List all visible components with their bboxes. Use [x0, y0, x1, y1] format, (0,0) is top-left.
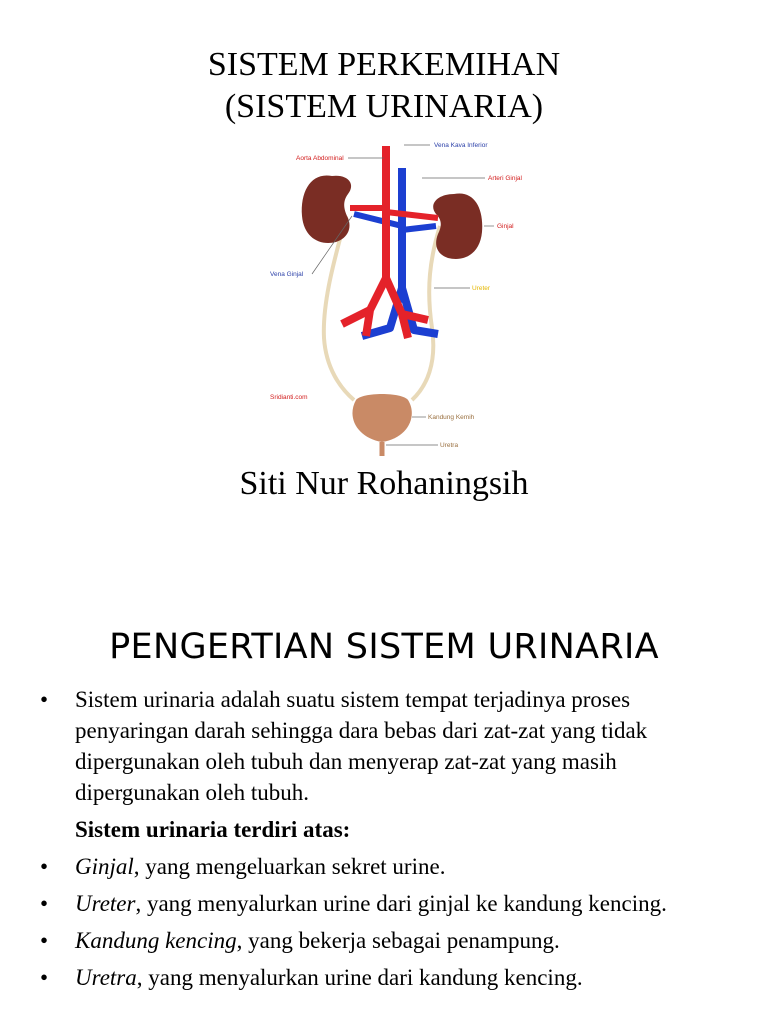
- right-ureter: [412, 226, 440, 400]
- item-description: , yang menyalurkan urine dari ginjal ke kandung kencing.: [135, 891, 667, 916]
- title-line-2: (SISTEM URINARIA): [224, 88, 544, 125]
- list-item: [40, 962, 740, 993]
- list-subheading: Sistem urinaria terdiri atas:: [75, 817, 351, 842]
- author-name: Siti Nur Rohaningsih: [239, 465, 529, 502]
- item-term: Ginjal: [75, 854, 134, 879]
- label-vena-kava: Vena Kava Inferior: [434, 142, 488, 149]
- left-ureter: [324, 216, 354, 400]
- label-ureter: Ureter: [472, 285, 491, 292]
- item-term: Kandung kencing: [75, 928, 237, 953]
- item-term: Ureter: [75, 891, 136, 916]
- bullet-symbol: •: [40, 891, 49, 916]
- intro-text: Sistem urinaria adalah suatu sistem tempat terjadinya proses penyaringan darah sehingga dara bebas dari zat-zat yang tidak dipergunakan oleh tubuh dan menyerap zat-zat yang masih dipergunakan oleh tubuh.: [75, 687, 648, 805]
- label-aorta: Aorta Abdominal: [296, 155, 344, 162]
- item-term: Uretra: [75, 965, 137, 990]
- bullet-symbol: •: [40, 965, 49, 990]
- label-kandung-kemih: Kandung Kemih: [428, 414, 475, 421]
- slide-content: [40, 684, 740, 999]
- bladder: [352, 394, 411, 442]
- slide-title: [0, 44, 768, 128]
- label-arteri-ginjal: Arteri Ginjal: [488, 175, 522, 182]
- label-vena-ginjal: Vena Ginjal: [270, 271, 304, 278]
- list-item: [40, 888, 740, 919]
- bullet-symbol: •: [40, 854, 49, 879]
- label-ginjal: Ginjal: [497, 223, 514, 230]
- bullet-symbol: •: [40, 928, 49, 953]
- item-description: , yang bekerja sebagai penampung.: [236, 928, 560, 953]
- list-item: [40, 925, 740, 956]
- urinary-system-diagram: [262, 138, 530, 460]
- intro-bullet: [40, 684, 740, 808]
- watermark-text: Sridianti.com: [270, 394, 308, 401]
- section-heading: PENGERTIAN SISTEM URINARIA: [109, 627, 659, 667]
- aorta: [342, 146, 428, 338]
- left-kidney: [302, 175, 351, 243]
- list-item: [40, 851, 740, 882]
- title-line-1: SISTEM PERKEMIHAN: [207, 46, 561, 83]
- label-uretra: Uretra: [440, 442, 459, 449]
- item-description: , yang mengeluarkan sekret urine.: [133, 854, 446, 879]
- item-description: , yang menyalurkan urine dari kandung kencing.: [136, 965, 583, 990]
- bullet-symbol: •: [40, 687, 49, 712]
